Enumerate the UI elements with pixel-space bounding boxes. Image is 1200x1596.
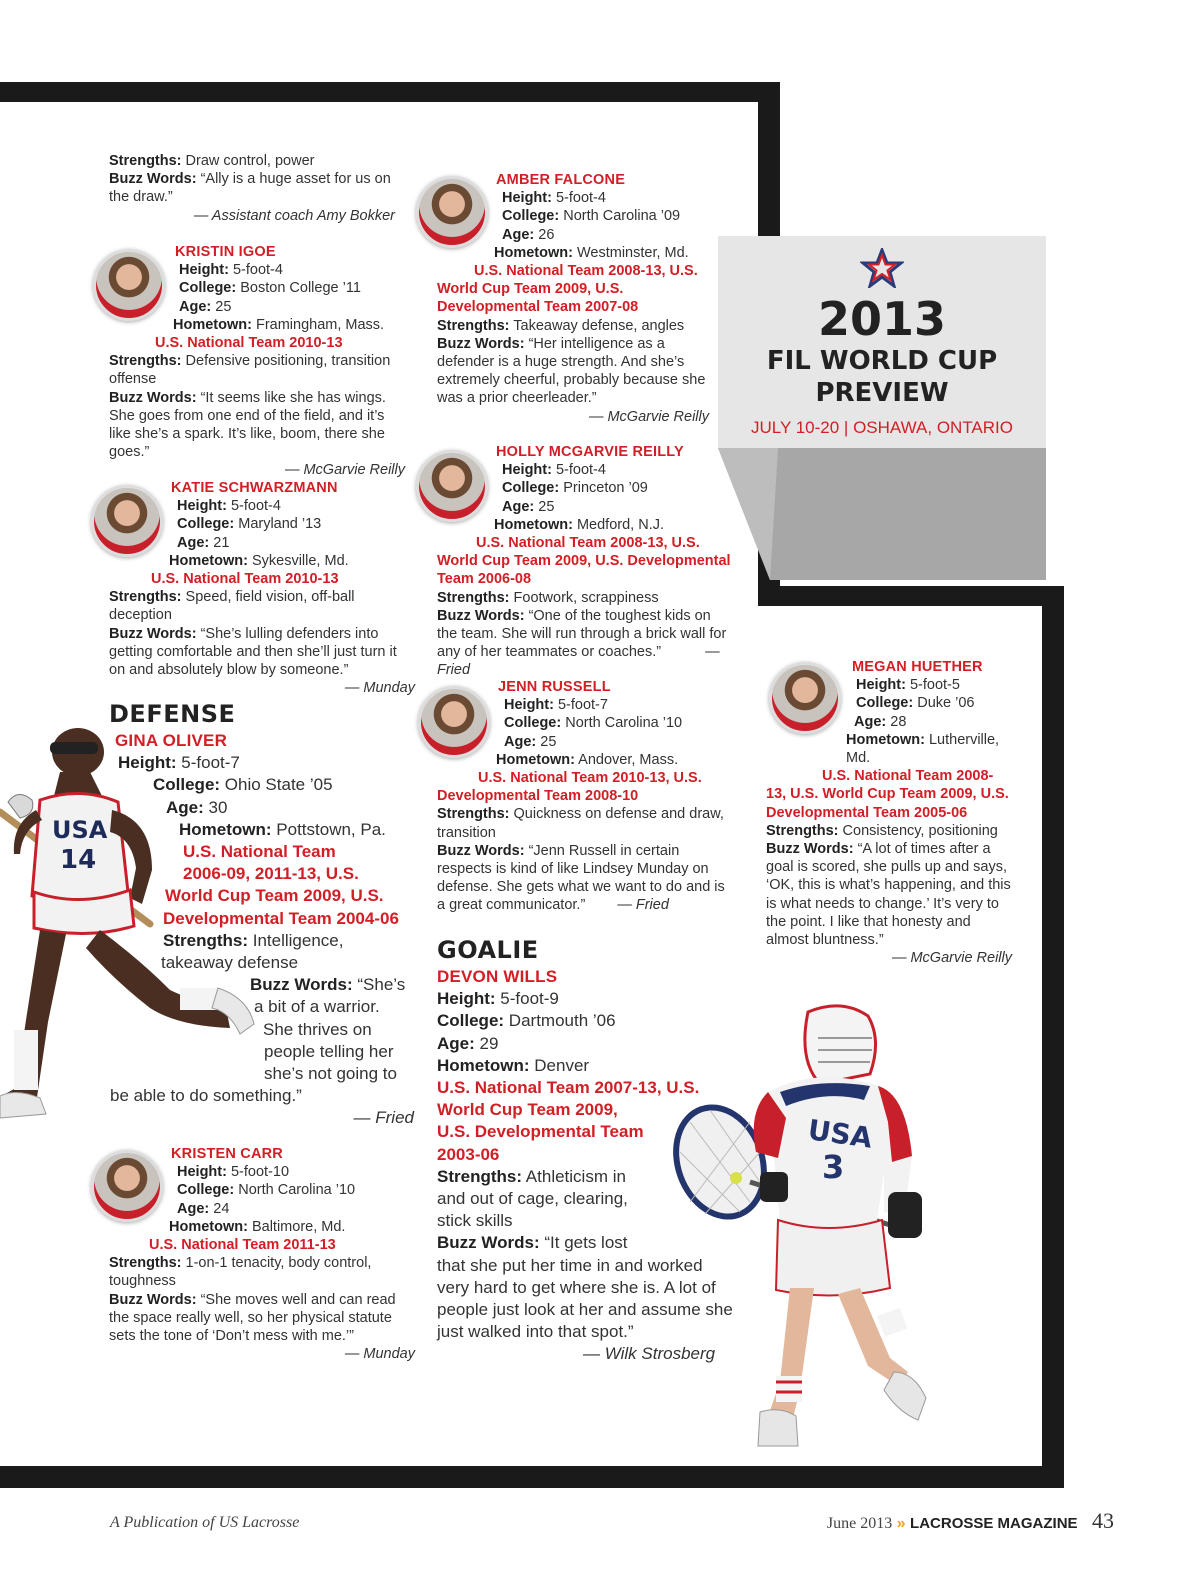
height-label: Height: <box>502 190 552 207</box>
college-value: North Carolina ’10 <box>565 715 683 732</box>
height-value: 5-foot-7 <box>557 697 608 714</box>
height-value: 5-foot-4 <box>555 190 606 207</box>
quote-credit: — McGarvie Reilly <box>588 408 709 425</box>
college-value: Princeton ’09 <box>563 480 648 497</box>
hometown-label: Hometown: <box>846 731 925 748</box>
profile-amber-falcone <box>437 171 709 426</box>
player-name: AMBER FALCONE <box>496 172 626 188</box>
profile-kristen-carr <box>109 1145 415 1363</box>
hometown-value: Pottstown, Pa. <box>276 819 386 839</box>
team-history: U.S. National Team 2010-13 <box>155 335 343 352</box>
team-history-line-4: Developmental Team 2004-06 <box>163 908 399 928</box>
team-history-line-1: U.S. National Team 2007-13, U.S. <box>437 1078 700 1098</box>
buzz-text-line-6: be able to do something.” <box>110 1086 302 1106</box>
player-name: KATIE SCHWARZMANN <box>171 480 338 496</box>
team-history-line-3: World Cup Team 2009, U.S. <box>165 886 384 906</box>
height-label: Height: <box>502 462 552 479</box>
page-number: 43 <box>1092 1508 1114 1533</box>
hometown-label: Hometown: <box>179 819 272 839</box>
buzz-text: “It seems like she has wings. She goes from one end of the field, and it’s like she’s a spark. It’s like, boom, there she goes.” <box>109 389 386 461</box>
buzz-text: “Jenn Russell in certain respects is kind of like Lindsey Munday on defense. She gets what we want to do and is a great communicator.” <box>437 842 725 914</box>
buzz-text: “She’s <box>357 975 406 995</box>
college-label: College: <box>177 516 235 533</box>
age-label: Age: <box>502 226 535 243</box>
height-value: 5-foot-9 <box>500 989 559 1009</box>
hometown-label: Hometown: <box>173 316 252 333</box>
age-value: 26 <box>538 226 555 243</box>
jersey-number: 3 <box>822 1148 845 1186</box>
buzz-text-line-2: a bit of a warrior. <box>254 997 380 1017</box>
age-label: Age: <box>502 498 535 515</box>
hometown-label: Hometown: <box>494 244 573 261</box>
height-label: Height: <box>177 1164 227 1181</box>
college-value: Boston College ’11 <box>240 280 361 297</box>
hometown-label: Hometown: <box>437 1055 530 1075</box>
strengths-text: Draw control, power <box>185 153 315 169</box>
quote-credit: — Fried <box>437 644 720 679</box>
profile-gina-oliver <box>110 730 430 1130</box>
college-value: Ohio State ’05 <box>224 775 333 795</box>
buzz-text: “She moves well and can read the space really well, so her physical statute sets the tone of ‘Don’t mess with me.’” <box>109 1291 396 1345</box>
publication-credit: A Publication of US Lacrosse <box>110 1514 300 1531</box>
frame-top <box>0 82 780 102</box>
college-label: College: <box>177 1182 235 1199</box>
player-name: DEVON WILLS <box>437 967 558 986</box>
double-chevron-icon: » <box>896 1515 906 1532</box>
banner-title: FIL WORLD CUP <box>766 346 998 376</box>
profile-holly-mcgarvie-reilly <box>437 443 733 680</box>
height-label: Height: <box>856 677 906 694</box>
height-value: 5-foot-4 <box>555 462 606 479</box>
buzz-text-line-4: people telling her <box>264 1041 394 1061</box>
buzz-text-line-5: she’s not going to <box>264 1064 397 1084</box>
buzz-text-line-3: very hard to get where she is. A lot of <box>437 1277 716 1297</box>
team-history-line-3: U.S. Developmental Team <box>437 1122 644 1142</box>
age-label: Age: <box>177 1200 210 1217</box>
buzz-label: Buzz Words: <box>109 1291 197 1308</box>
hometown-label: Hometown: <box>494 516 573 533</box>
buzz-text: “One of the toughest kids on the team. She will run through a brick wall for any of her teammates or coaches.” <box>437 607 727 661</box>
hometown-label: Hometown: <box>496 751 575 768</box>
college-label: College: <box>856 695 914 712</box>
banner-fold-shadow <box>718 448 1048 583</box>
height-value: 5-foot-5 <box>909 677 960 694</box>
banner-year: 2013 <box>817 292 947 346</box>
hometown-label: Hometown: <box>169 552 248 569</box>
team-history-line-2: 2006-09, 2011-13, U.S. <box>183 864 359 884</box>
strengths-label: Strengths: <box>109 153 182 169</box>
buzz-text: “A lot of times after a goal is scored, she pulls up and says, ‘OK, this is what’s happening, and this is what needs to change.’ It’s very to the point. I like that honesty and almost bluntness.” <box>766 841 1011 949</box>
frame-step <box>758 586 1064 606</box>
devon-wills-photo <box>650 992 950 1452</box>
age-value: 25 <box>215 298 232 315</box>
banner-dates: JULY 10-20 | OSHAWA, ONTARIO <box>751 418 1013 437</box>
player-name: KRISTEN CARR <box>171 1146 283 1162</box>
hometown-value: Andover, Mass. <box>578 751 679 768</box>
strengths-label: Strengths: <box>437 589 510 606</box>
strengths-label: Strengths: <box>437 317 510 334</box>
college-label: College: <box>437 1011 505 1031</box>
issue-date: June 2013 <box>826 1515 893 1532</box>
college-value: Maryland ’13 <box>238 516 322 533</box>
profile-katie-schwarzmann <box>109 479 415 697</box>
buzz-label: Buzz Words: <box>109 171 197 188</box>
hometown-value: Baltimore, Md. <box>251 1218 346 1235</box>
age-value: 25 <box>540 733 557 750</box>
strengths-label: Strengths: <box>437 806 510 823</box>
college-label: College: <box>504 715 562 732</box>
age-label: Age: <box>177 534 210 551</box>
profile-megan-huether <box>766 658 1012 967</box>
strengths-label: Strengths: <box>437 1166 522 1186</box>
hometown-value: Framingham, Mass. <box>255 316 385 333</box>
strengths-text: Intelligence, <box>252 930 344 950</box>
profile-top-continuation <box>109 152 401 225</box>
buzz-text-line-3: She thrives on <box>263 1019 372 1039</box>
hometown-value: Denver <box>534 1055 590 1075</box>
buzz-text: “It gets lost <box>544 1233 628 1253</box>
height-value: 5-foot-4 <box>230 498 281 515</box>
quote-credit: — Wilk Strosberg <box>583 1344 716 1364</box>
player-name: JENN RUSSELL <box>498 679 611 695</box>
buzz-label: Buzz Words: <box>437 607 525 624</box>
height-label: Height: <box>118 753 177 773</box>
player-name: MEGAN HUETHER <box>852 659 983 675</box>
height-value: 5-foot-7 <box>181 753 240 773</box>
player-name: HOLLY MCGARVIE REILLY <box>496 444 684 460</box>
age-value: 24 <box>213 1200 230 1217</box>
quote-credit: — Munday <box>344 1346 415 1363</box>
jersey-text: USA <box>52 816 108 844</box>
age-value: 30 <box>208 797 228 817</box>
world-cup-banner <box>718 236 1046 448</box>
hometown-value: Westminster, Md. <box>576 244 689 261</box>
quote-credit: — Munday <box>344 680 415 697</box>
age-label: Age: <box>437 1033 475 1053</box>
profile-kristin-igoe <box>109 243 405 480</box>
quote-credit: — McGarvie Reilly <box>284 462 405 479</box>
hometown-label: Hometown: <box>169 1218 248 1235</box>
quote-credit: — Fried <box>353 1108 414 1128</box>
college-value: Dartmouth ’06 <box>508 1011 616 1031</box>
buzz-text-line-5: just walked into that spot.” <box>437 1322 634 1342</box>
age-label: Age: <box>854 713 887 730</box>
strengths-text-cont: and out of cage, clearing, <box>437 1189 628 1209</box>
team-history: U.S. National Team 2008-13, U.S. World Cup Team 2009, U.S. Developmental Team 2005-06 <box>766 768 1009 821</box>
banner-subtitle: PREVIEW <box>815 378 949 408</box>
strengths-text: Athleticism in <box>525 1166 626 1186</box>
player-name: KRISTIN IGOE <box>175 244 276 260</box>
frame-bottom <box>0 1466 1064 1488</box>
height-label: Height: <box>437 989 496 1009</box>
goalie-heading: GOALIE <box>437 936 539 964</box>
strengths-text: 1-on-1 tenacity, body control, toughness <box>109 1255 372 1290</box>
age-label: Age: <box>179 298 212 315</box>
age-label: Age: <box>166 797 204 817</box>
strengths-text: Defensive positioning, transition offense <box>109 353 391 388</box>
quote-credit: — McGarvie Reilly <box>891 950 1012 967</box>
team-history-line-1: U.S. National Team <box>183 842 336 862</box>
strengths-text: Footwork, scrappiness <box>513 589 659 606</box>
team-history-line-4: 2003-06 <box>437 1144 500 1164</box>
buzz-text: “Ally is a huge asset for us on the draw.” <box>109 171 391 206</box>
team-history: U.S. National Team 2010-13, U.S. Developmental Team 2008-10 <box>437 770 702 805</box>
buzz-label: Buzz Words: <box>109 389 197 406</box>
star-icon <box>860 248 904 288</box>
quote-credit: — Assistant coach Amy Bokker <box>193 207 395 224</box>
strengths-text: Takeaway defense, angles <box>513 317 685 334</box>
buzz-text: “She’s lulling defenders into getting comfortable and then she’ll just turn it on and absolutely blow by someone.” <box>109 625 397 679</box>
college-label: College: <box>502 480 560 497</box>
team-history-line-2: World Cup Team 2009, <box>437 1100 618 1120</box>
height-label: Height: <box>177 498 227 515</box>
buzz-label: Buzz Words: <box>766 841 854 858</box>
age-label: Age: <box>504 733 537 750</box>
hometown-value: Lutherville, Md. <box>846 731 1000 767</box>
hometown-value: Sykesville, Md. <box>251 552 349 569</box>
team-history: U.S. National Team 2010-13 <box>151 571 339 588</box>
college-value: North Carolina ’09 <box>563 208 681 225</box>
buzz-label: Buzz Words: <box>109 625 197 642</box>
age-value: 25 <box>538 498 555 515</box>
college-value: Duke ’06 <box>917 695 975 712</box>
height-label: Height: <box>179 262 229 279</box>
strengths-label: Strengths: <box>109 353 182 370</box>
jersey-text: USA <box>805 1113 875 1155</box>
footer-right <box>827 1508 1114 1534</box>
player-name: GINA OLIVER <box>115 731 228 750</box>
profile-jenn-russell <box>437 678 733 915</box>
age-value: 28 <box>890 713 907 730</box>
buzz-label: Buzz Words: <box>437 335 525 352</box>
team-history: U.S. National Team 2008-13, U.S. World Cup Team 2009, U.S. Developmental Team 2007-08 <box>437 263 698 316</box>
quote-credit: — Fried <box>617 897 669 914</box>
college-label: College: <box>179 280 237 297</box>
buzz-label: Buzz Words: <box>437 1233 540 1253</box>
jersey-number: 14 <box>60 845 97 875</box>
strengths-label: Strengths: <box>766 822 839 839</box>
magazine-name: LACROSSE MAGAZINE <box>910 1515 1078 1532</box>
buzz-label: Buzz Words: <box>437 842 525 859</box>
strengths-label: Strengths: <box>109 1255 182 1272</box>
team-history: U.S. National Team 2011-13 <box>149 1237 336 1254</box>
buzz-text-line-4: people just look at her and assume she <box>437 1300 733 1320</box>
strengths-text-cont-2: stick skills <box>437 1211 513 1231</box>
college-label: College: <box>502 208 560 225</box>
age-value: 29 <box>479 1033 499 1053</box>
height-value: 5-foot-4 <box>232 262 283 279</box>
buzz-text: “Her intelligence as a defender is a huge strength. And she’s extremely cheerful, probably because she was a prior cheerleader.” <box>437 335 706 407</box>
strengths-text: Consistency, positioning <box>842 822 998 839</box>
strengths-label: Strengths: <box>163 930 248 950</box>
frame-right-lower <box>1042 586 1064 1488</box>
defense-heading: DEFENSE <box>109 700 236 728</box>
college-label: College: <box>153 775 221 795</box>
height-label: Height: <box>504 697 554 714</box>
height-value: 5-foot-10 <box>230 1164 290 1181</box>
hometown-value: Medford, N.J. <box>576 516 664 533</box>
strengths-text: Quickness on defense and draw, transition <box>437 806 724 841</box>
buzz-label: Buzz Words: <box>250 975 353 995</box>
buzz-text-line-2: that she put her time in and worked <box>437 1255 703 1275</box>
age-value: 21 <box>213 534 230 551</box>
college-value: North Carolina ’10 <box>238 1182 356 1199</box>
strengths-text-cont: takeaway defense <box>161 953 299 973</box>
strengths-label: Strengths: <box>109 589 182 606</box>
team-history: U.S. National Team 2008-13, U.S. World Cup Team 2009, U.S. Developmental Team 2006-08 <box>437 535 731 588</box>
strengths-text: Speed, field vision, off-ball deception <box>109 589 355 624</box>
